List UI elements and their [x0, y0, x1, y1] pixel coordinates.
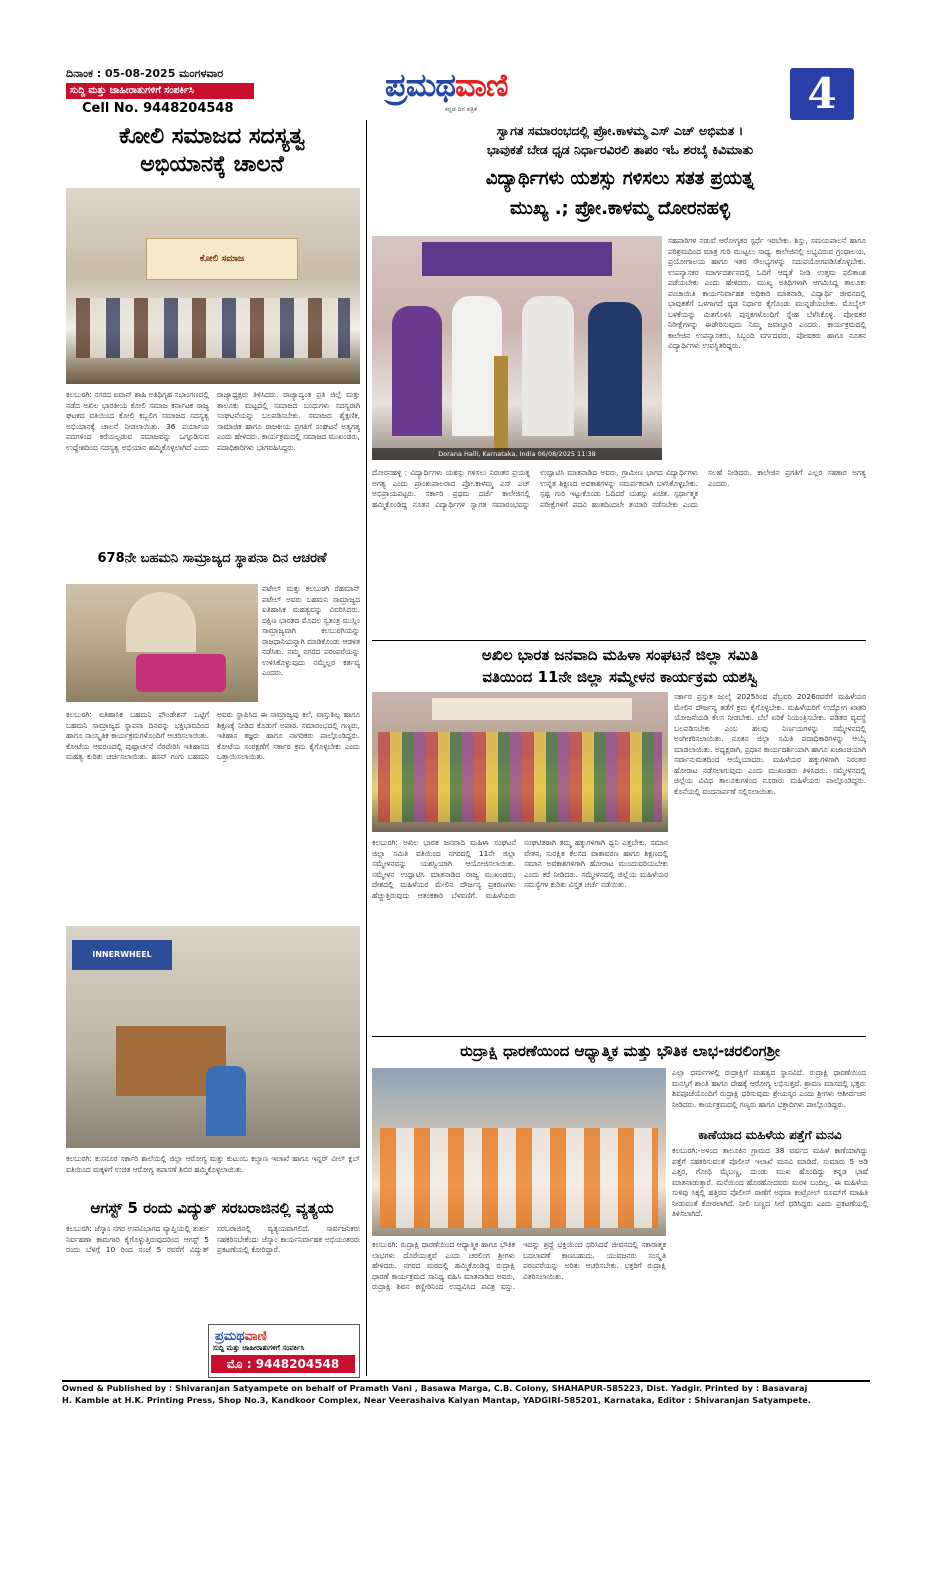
logo-title-blue: ಪ್ರಮಥ	[385, 66, 456, 104]
photo-lamp	[494, 356, 508, 452]
ad-logo: ಪ್ರಮಥವಾಣಿ	[215, 1329, 267, 1344]
photo-mahila-conference	[372, 692, 668, 832]
body-power-cut: ಕಲಬುರಗಿ: ಜೆಸ್ಕಾಂ ನಗರ ಉಪವಿಭಾಗದ ವ್ಯಾಪ್ತಿಯಲ್ಲಿ ತುರ್ತು ನಿರ್ವಹಣಾ ಕಾಮಗಾರಿ ಕೈಗೊಳ್ಳುತ್ತಿರುವುದರಿಂದ ಆಗಸ್ಟ್ 5 ರಂದು ಬೆಳಿಗ್ಗೆ 10 ರಿಂದ ಸಂಜೆ 5 ರವರೆಗೆ ವಿದ್ಯುತ್ ಸರಬರಾಜಿನಲ್ಲಿ ವ್ಯತ್ಯಯವಾಗಲಿದೆ. ಸಾರ್ವಜನಿಕರು ಸಹಕರಿಸಬೇಕೆಂದು ಜೆಸ್ಕಾಂ ಕಾರ್ಯನಿರ್ವಾಹಕ ಅಭಿಯಂತರರು ಪ್ರಕಟಣೆಯಲ್ಲಿ ಕೋರಿದ್ದಾರೆ.	[66, 1224, 360, 1254]
divider-mahila	[372, 1036, 866, 1037]
main-headline-2: ಮುಖ್ಯ .; ಪ್ರೋ.ಕಾಳಮ್ಮ ದೋರನಹಳ್ಳಿ	[510, 198, 730, 219]
main-kicker-1: ಸ್ವಾಗತ ಸಮಾರಂಭದಲ್ಲಿ ಪ್ರೋ.ಕಾಳಮ್ಮ ಎಸ್ ಎಚ್ ಅಭಿಮತ ।	[496, 123, 744, 138]
headline-power-cut: ಆಗಸ್ಟ್ 5 ರಂದು ವಿದ್ಯುತ್ ಸರಬರಾಜಿನಲ್ಲಿ ವ್ಯತ್ಯಯ	[90, 1199, 334, 1217]
headline-bahmani: 678ನೇ ಬಹಮನಿ ಸಾಮ್ರಾಜ್ಯದ ಸ್ಥಾಪನಾ ದಿನ ಆಚರಣೆ	[97, 551, 327, 566]
divider-main	[372, 640, 866, 641]
column-divider	[366, 120, 367, 1376]
main-kicker-2: ಭಾವುಕತೆ ಬೇಡ ಧೃಡ ನಿರ್ಧಾರವಿರಲಿ ತಾಪಂ ಇಓ ಶರಬೈ ಕಿವಿಮಾತು	[486, 142, 754, 157]
page-number: 4	[807, 69, 837, 118]
photo-lamp-lighting	[372, 236, 662, 460]
photo-caption: Dorana Halli, Karnataka, India 06/08/2025 11:38	[372, 448, 662, 460]
photo-banner-innerwheel: INNERWHEEL	[72, 940, 172, 970]
photo-koli-meeting	[66, 188, 360, 384]
body-main-right: ಸಹಪಾಠಿಗಳ ನಡುವೆ ಆರೋಗ್ಯಕರ ಸ್ಪರ್ಧೆ ಇರಬೇಕು. ಶಿಸ್ತು, ಸಮಯಪಾಲನೆ ಹಾಗೂ ಪರಿಶ್ರಮದಿಂದ ಮಾತ್ರ ಗುರಿ ಮುಟ್ಟಲು ಸಾಧ್ಯ. ಕಾಲೇಜಿನಲ್ಲಿ ಲಭ್ಯವಿರುವ ಗ್ರಂಥಾಲಯ, ಪ್ರಯೋಗಾಲಯ ಹಾಗೂ ಇತರ ಸೌಲಭ್ಯಗಳನ್ನು ಸದುಪಯೋಗಪಡಿಸಿಕೊಳ್ಳಬೇಕು. ಉಪನ್ಯಾಸಕರ ಮಾರ್ಗದರ್ಶನದಲ್ಲಿ ಓದಿಗೆ ಆದ್ಯತೆ ನೀಡಿ ಉತ್ತಮ ಫಲಿತಾಂಶ ಪಡೆಯಬೇಕು ಎಂದು ಹೇಳಿದರು. ಮುಖ್ಯ ಅತಿಥಿಗಳಾಗಿ ಆಗಮಿಸಿದ್ದ ತಾಲೂಕು ಪಂಚಾಯಿತಿ ಕಾರ್ಯನಿರ್ವಾಹಕ ಅಧಿಕಾರಿ ಮಾತನಾಡಿ, ವಿದ್ಯಾರ್ಥಿ ಜೀವನದಲ್ಲಿ ಭಾವುಕತೆಗೆ ಒಳಗಾಗದೆ ಧೃಡ ನಿರ್ಧಾರ ಕೈಗೊಂಡು ಮುನ್ನಡೆಯಬೇಕು. ಮೊಬೈಲ್ ಬಳಕೆಯನ್ನು ಮಿತಗೊಳಿಸಿ ಪುಸ್ತಕಗಳೊಂದಿಗೆ ಸ್ನೇಹ ಬೆಳೆಸಿಕೊಳ್ಳಿ. ಪೋಷಕರ ನಿರೀಕ್ಷೆಗಳನ್ನು ಈಡೇರಿಸುವುದು ನಿಮ್ಮ ಜವಾಬ್ದಾರಿ ಎಂದರು. ಕಾರ್ಯಕ್ರಮದಲ್ಲಿ ಕಾಲೇಜಿನ ಉಪನ್ಯಾಸಕರು, ಸಿಬ್ಬಂದಿ ವರ್ಗದವರು, ಪೋಷಕರು ಹಾಗೂ ನೂತನ ವಿದ್ಯಾರ್ಥಿಗಳು ಉಪಸ್ಥಿತರಿದ್ದರು.	[668, 236, 866, 350]
photo-banner-college	[422, 242, 612, 276]
headline-mahila-2: ವತಿಯಿಂದ 11ನೇ ಜಿಲ್ಲಾ ಸಮ್ಮೇಳನ ಕಾರ್ಯಕ್ರಮ ಯಶಸ್ವಿ	[482, 668, 758, 686]
masthead-logo	[385, 66, 585, 114]
body-rudraksha-bottom: ಕಲಬುರಗಿ: ರುದ್ರಾಕ್ಷಿ ಧಾರಣೆಯಿಂದ ಆಧ್ಯಾತ್ಮಿಕ ಹಾಗೂ ಭೌತಿಕ ಲಾಭಗಳು ದೊರೆಯುತ್ತವೆ ಎಂದು ಚರಲಿಂಗ ಶ್ರೀಗಳು ಹೇಳಿದರು. ನಗರದ ಮಠದಲ್ಲಿ ಹಮ್ಮಿಕೊಂಡಿದ್ದ ರುದ್ರಾಕ್ಷಿ ಧಾರಣೆ ಕಾರ್ಯಕ್ರಮದ ಸಾನಿಧ್ಯ ವಹಿಸಿ ಮಾತನಾಡಿದ ಅವರು, ರುದ್ರಾಕ್ಷಿ ಶಿವನ ಕಣ್ಣೀರಿನಿಂದ ಉದ್ಭವಿಸಿದ ಪವಿತ್ರ ವಸ್ತು. ಇದನ್ನು ಶ್ರದ್ಧೆ ಭಕ್ತಿಯಿಂದ ಧರಿಸಿದರೆ ಜೀವನದಲ್ಲಿ ಸಕಾರಾತ್ಮಕ ಬದಲಾವಣೆ ಕಾಣಬಹುದು. ಯುವಜನರು ಸಂಸ್ಕೃತಿ ಪರಂಪರೆಯನ್ನು ಅರಿತು ಆಚರಿಸಬೇಕು. ಭಕ್ತರಿಗೆ ರುದ್ರಾಕ್ಷಿ ವಿತರಿಸಲಾಯಿತು.	[372, 1240, 666, 1291]
page-number-box	[790, 68, 854, 120]
photo-people	[76, 298, 350, 358]
footer	[62, 1380, 870, 1412]
photo-bahmani-fort	[66, 584, 258, 702]
footer-line-2: H. Kamble at H.K. Printing Press, Shop No.3, Kandkoor Complex, Near Veerashaiva Kalyan Mantap, YADGIRI-585201, Karnataka, Editor : Shivaranjan Satyampete.	[62, 1395, 811, 1405]
headline-rudraksha: ರುದ್ರಾಕ್ಷಿ ಧಾರಣೆಯಿಂದ ಆಧ್ಯಾತ್ಮಿಕ ಮತ್ತು ಭೌತಿಕ ಲಾಭ-ಚರಲಿಂಗಶ್ರೀ	[460, 1042, 780, 1060]
photo-person-1	[392, 306, 442, 436]
caption-health-camp: ಕಲಬುರಗಿ: ಕುಸನೂರ ಸರ್ಕಾರಿ ಶಾಲೆಯಲ್ಲಿ ಜಿಲ್ಲಾ ಆರೋಗ್ಯ ಮತ್ತು ಕುಟುಂಬ ಕಲ್ಯಾಣ ಇಲಾಖೆ ಹಾಗೂ ಇನ್ನರ್ ವೀಲ್ ಕ್ಲಬ್ ವತಿಯಿಂದ ಮಕ್ಕಳಿಗೆ ಉಚಿತ ಆರೋಗ್ಯ ತಪಾಸಣೆ ಶಿಬಿರ ಹಮ್ಮಿಕೊಳ್ಳಲಾಯಿತು.	[66, 1154, 360, 1174]
logo-title-red: ವಾಣಿ	[455, 66, 508, 104]
photo-health-camp	[66, 926, 360, 1148]
story-mahila	[370, 642, 870, 1042]
body-main-bottom: ದೋರನಹಳ್ಳಿ : ವಿದ್ಯಾರ್ಥಿಗಳು ಯಶಸ್ಸು ಗಳಿಸಲು ನಿರಂತರ ಪ್ರಯತ್ನ ಅಗತ್ಯ ಎಂದು ಪ್ರಾಂಶುಪಾಲರಾದ ಪ್ರೋ.ಕಾಳಮ್ಮ ಎಸ್ ಎಚ್ ಅಭಿಪ್ರಾಯಪಟ್ಟರು. ಸರ್ಕಾರಿ ಪ್ರಥಮ ದರ್ಜೆ ಕಾಲೇಜಿನಲ್ಲಿ ಹಮ್ಮಿಕೊಂಡಿದ್ದ ನೂತನ ವಿದ್ಯಾರ್ಥಿಗಳ ಸ್ವಾಗತ ಸಮಾರಂಭವನ್ನು ಉದ್ಘಾಟಿಸಿ ಮಾತನಾಡಿದ ಅವರು, ಗ್ರಾಮೀಣ ಭಾಗದ ವಿದ್ಯಾರ್ಥಿಗಳು ಉನ್ನತ ಶಿಕ್ಷಣದ ಅವಕಾಶಗಳನ್ನು ಸಮರ್ಪಕವಾಗಿ ಬಳಸಿಕೊಳ್ಳಬೇಕು. ಸ್ಪಷ್ಟ ಗುರಿ ಇಟ್ಟುಕೊಂಡು ಓದಿದರೆ ಯಶಸ್ಸು ಖಚಿತ. ಸ್ಪರ್ಧಾತ್ಮಕ ಪರೀಕ್ಷೆಗಳಿಗೆ ಪದವಿ ಹಂತದಿಂದಲೇ ತಯಾರಿ ನಡೆಸಬೇಕು ಎಂದು ಸಲಹೆ ನೀಡಿದರು. ಕಾಲೇಜಿನ ಪ್ರಗತಿಗೆ ಎಲ್ಲರ ಸಹಕಾರ ಅಗತ್ಯ ಎಂದರು.	[372, 468, 866, 509]
body-rudraksha-right: ಎಲ್ಲಾ ಧರ್ಮಗಳಲ್ಲಿ ರುದ್ರಾಕ್ಷಿಗೆ ಮಹತ್ವದ ಸ್ಥಾನವಿದೆ. ರುದ್ರಾಕ್ಷಿ ಧಾರಣೆಯಿಂದ ಮನಸ್ಸಿಗೆ ಶಾಂತಿ ಹಾಗೂ ದೇಹಕ್ಕೆ ಆರೋಗ್ಯ ಲಭಿಸುತ್ತದೆ. ಶ್ರಾವಣ ಮಾಸದಲ್ಲಿ ಭಕ್ತರು ಶಿವಪೂಜೆಯೊಂದಿಗೆ ರುದ್ರಾಕ್ಷಿ ಧರಿಸುವುದು ಶ್ರೇಯಸ್ಕರ ಎಂದು ಶ್ರೀಗಳು ಆಶೀರ್ವಚನ ನೀಡಿದರು. ಕಾರ್ಯಕ್ರಮದಲ್ಲಿ ಗಣ್ಯರು ಹಾಗೂ ಭಕ್ತಾದಿಗಳು ಪಾಲ್ಗೊಂಡಿದ್ದರು.	[672, 1068, 866, 1109]
photo-person-4	[588, 302, 642, 436]
body-bahmani-right: ಪಟೇಲ್ ಮತ್ತು ಕಲಬುರಗಿ ರೆಹಮಾನ್ ಪಟೇಲ್ ಅವರು ಬಹಮನಿ ಸಾಮ್ರಾಜ್ಯದ ಐತಿಹಾಸಿಕ ಮಹತ್ವವನ್ನು ವಿವರಿಸಿದರು. ದಕ್ಷಿಣ ಭಾರತದ ಮೊದಲ ಸ್ವತಂತ್ರ ಮುಸ್ಲಿಂ ಸಾಮ್ರಾಜ್ಯವಾಗಿ ಕಲಬುರಗಿಯನ್ನು ರಾಜಧಾನಿಯನ್ನಾಗಿ ಮಾಡಿಕೊಂಡು ಆಡಳಿತ ನಡೆಸಿತು. ನಮ್ಮ ನಗರದ ಪರಂಪರೆಯನ್ನು ಉಳಿಸಿಕೊಳ್ಳುವುದು ನಮ್ಮೆಲ್ಲರ ಕರ್ತವ್ಯ ಎಂದರು.	[262, 584, 360, 677]
photo-rudraksha	[372, 1068, 666, 1236]
story-innerwheel	[62, 924, 362, 1194]
headline-mahila-1: ಅಖಿಲ ಭಾರತ ಜನವಾದಿ ಮಹಿಳಾ ಸಂಘಟನೆ ಜಿಲ್ಲಾ ಸಮಿತಿ	[481, 646, 759, 664]
cell-number: Cell No. 9448204548	[82, 101, 234, 116]
photo-banner: ಕೋಲಿ ಸಮಾಜ	[146, 238, 298, 280]
headline-missing: ಕಾಣೆಯಾದ ಮಹಿಳೆಯ ಪತ್ತೆಗೆ ಮನವಿ	[698, 1128, 842, 1142]
photo-child	[206, 1066, 246, 1136]
body-koli: ಕಲಬುರಗಿ: ನಗರದ ಐವಾನ್ ಶಾಹಿ ಅತಿಥಿಗೃಹ ಸಭಾಂಗಣದಲ್ಲಿ ನಡೆದ ಅಖಿಲ ಭಾರತೀಯ ಕೋಲಿ ಸಮಾಜ ಕರ್ನಾಟಕ ರಾಜ್ಯ ಘಟಕದ ವತಿಯಿಂದ ಕೋಲಿ ಕಬ್ಬಲಿಗ ಸಮಾಜದ ಸದಸ್ಯತ್ವ ಅಭಿಯಾನಕ್ಕೆ ಚಾಲನೆ ನೀಡಲಾಯಿತು. 36 ಪರ್ಯಾಯ ಪದಗಳಿಂದ ಕರೆಯಲ್ಪಡುವ ಸಮಾಜವನ್ನು ಒಗ್ಗೂಡಿಸುವ ಉದ್ದೇಶದಿಂದ ಸದಸ್ಯತ್ವ ಅಭಿಯಾನ ಹಮ್ಮಿಕೊಳ್ಳಲಾಗಿದೆ ಎಂದು ರಾಜ್ಯಾಧ್ಯಕ್ಷರು ತಿಳಿಸಿದರು. ರಾಜ್ಯಾದ್ಯಂತ ಪ್ರತಿ ಜಿಲ್ಲೆ ಮತ್ತು ತಾಲೂಕು ಮಟ್ಟದಲ್ಲಿ ಸಮಾಜದ ಬಂಧುಗಳು ಸದಸ್ಯರಾಗಿ ಸಂಘಟನೆಯನ್ನು ಬಲಪಡಿಸಬೇಕು. ಸಮಾಜದ ಶೈಕ್ಷಣಿಕ, ಸಾಮಾಜಿಕ ಹಾಗೂ ರಾಜಕೀಯ ಪ್ರಗತಿಗೆ ಸಂಘಟನೆ ಅತ್ಯಗತ್ಯ ಎಂದು ಹೇಳಿದರು. ಕಾರ್ಯಕ್ರಮದಲ್ಲಿ ಸಮಾಜದ ಮುಖಂಡರು, ಪದಾಧಿಕಾರಿಗಳು ಭಾಗವಹಿಸಿದ್ದರು.	[66, 390, 360, 452]
headline-koli-1: ಕೋಲಿ ಸಮಾಜದ ಸದಸ್ಯತ್ವ	[118, 124, 306, 149]
news-contact-strip: ಸುದ್ದಿ ಮತ್ತು ಜಾಹೀರಾತುಗಳಿಗೆ ಸಂಪರ್ಕಿಸಿ	[66, 83, 254, 99]
body-bahmani: ಕಲಬುರಗಿ: ಐತಿಹಾಸಿಕ ಬಹಮನಿ ಫೌಂಡೇಶನ್ ಒಟ್ಟಿಗೆ ಬಹಮನಿ ಸಾಮ್ರಾಜ್ಯದ ಸ್ಥಾಪನಾ ದಿನವನ್ನು ಭಕ್ತಿಭಾವದಿಂದ ಹಾಗೂ ಸಾಂಸ್ಕೃತಿಕ ಕಾರ್ಯಕ್ರಮಗಳೊಂದಿಗೆ ಆಚರಿಸಲಾಯಿತು. ಕೋಟೆಯ ಆವರಣದಲ್ಲಿ ಪುಷ್ಪಾರ್ಚನೆ ನೆರವೇರಿಸಿ ಇತಿಹಾಸದ ಮಹತ್ವ ಕುರಿತು ಚರ್ಚಿಸಲಾಯಿತು. ಹಸನ್ ಗಂಗು ಬಹಮನಿ ಅವರು ಸ್ಥಾಪಿಸಿದ ಈ ಸಾಮ್ರಾಜ್ಯವು ಕಲೆ, ವಾಸ್ತುಶಿಲ್ಪ ಹಾಗೂ ಶಿಕ್ಷಣಕ್ಕೆ ನೀಡಿದ ಕೊಡುಗೆ ಅಪಾರ. ಸಮಾರಂಭದಲ್ಲಿ ಗಣ್ಯರು, ಇತಿಹಾಸ ತಜ್ಞರು ಹಾಗೂ ನಾಗರಿಕರು ಪಾಲ್ಗೊಂಡಿದ್ದರು. ಕೋಟೆಯ ಸಂರಕ್ಷಣೆಗೆ ಸರ್ಕಾರ ಕ್ರಮ ಕೈಗೊಳ್ಳಬೇಕು ಎಂದು ಒತ್ತಾಯಿಸಲಾಯಿತು.	[66, 710, 360, 761]
body-missing: ಕಲಬುರಗಿ:-ಅಳಂದ ತಾಲೂಕಿನ ಗ್ರಾಮದ 38 ವರ್ಷದ ಮಹಿಳೆ ಕಾಣೆಯಾಗಿದ್ದು ಪತ್ತೆಗೆ ಸಹಕರಿಸುವಂತೆ ಪೊಲೀಸ್ ಇಲಾಖೆ ಮನವಿ ಮಾಡಿದೆ. ಸುಮಾರು 5 ಅಡಿ ಎತ್ತರ, ಗೋಧಿ ಮೈಬಣ್ಣ, ದುಂಡು ಮುಖ ಹೊಂದಿದ್ದು ಕನ್ನಡ ಭಾಷೆ ಮಾತನಾಡುತ್ತಾರೆ. ಮನೆಯಿಂದ ಹೊರಹೋದವರು ಮರಳಿ ಬಂದಿಲ್ಲ. ಈ ಮಹಿಳೆಯ ಸುಳಿವು ಸಿಕ್ಕಲ್ಲಿ ಹತ್ತಿರದ ಪೊಲೀಸ್ ಠಾಣೆಗೆ ಅಥವಾ ಕಂಟ್ರೋಲ್ ರೂಮ್‌ಗೆ ಮಾಹಿತಿ ನೀಡುವಂತೆ ಕೋರಲಾಗಿದೆ. ನೀಲಿ ಬಣ್ಣದ ಸೀರೆ ಧರಿಸಿದ್ದರು ಎಂದು ಪ್ರಕಟಣೆಯಲ್ಲಿ ತಿಳಿಸಲಾಗಿದೆ.	[672, 1146, 868, 1218]
photo-person-3	[522, 296, 574, 436]
date-label: ದಿನಾಂಕ : 05-08-2025 ಮಂಗಳವಾರ	[66, 67, 224, 80]
footer-line-1: Owned & Published by : Shivaranjan Satyampete on behalf of Pramath Vani , Basawa Marga, C.B. Colony, SHAHAPUR-585223, Dist. Yadgir. Printed by : Basavaraj	[62, 1383, 808, 1393]
photo-arch	[126, 592, 196, 652]
ad-subtitle: ಸುದ್ದಿ ಮತ್ತು ಜಾಹೀರಾತುಗಳಿಗೆ ಸಂಪರ್ಕಿಸಿ	[213, 1344, 305, 1352]
photo-crowd	[378, 732, 662, 822]
ad-phone: ಮೊ : 9448204548	[211, 1355, 355, 1373]
story-main	[370, 120, 870, 640]
story-koli	[62, 122, 362, 542]
story-bahmani	[62, 548, 362, 920]
photo-banner-mahila	[432, 698, 632, 720]
masthead	[0, 0, 945, 125]
photo-saffron-row	[380, 1128, 658, 1228]
body-mahila-bottom: ಕಲಬುರಗಿ: ಅಖಿಲ ಭಾರತ ಜನವಾದಿ ಮಹಿಳಾ ಸಂಘಟನೆ ಜಿಲ್ಲಾ ಸಮಿತಿ ವತಿಯಿಂದ ನಗರದಲ್ಲಿ 11ನೇ ಜಿಲ್ಲಾ ಸಮ್ಮೇಳನವನ್ನು ಯಶಸ್ವಿಯಾಗಿ ಆಯೋಜಿಸಲಾಯಿತು. ಸಮ್ಮೇಳನ ಉದ್ಘಾಟಿಸಿ ಮಾತನಾಡಿದ ರಾಜ್ಯ ಮುಖಂಡರು, ದೇಶದಲ್ಲಿ ಮಹಿಳೆಯರ ಮೇಲಿನ ದೌರ್ಜನ್ಯ ಪ್ರಕರಣಗಳು ಹೆಚ್ಚುತ್ತಿರುವುದು ಆತಂಕಕಾರಿ ಬೆಳವಣಿಗೆ. ಮಹಿಳೆಯರು ಸಂಘಟಿತರಾಗಿ ತಮ್ಮ ಹಕ್ಕುಗಳಿಗಾಗಿ ಧ್ವನಿ ಎತ್ತಬೇಕು. ಸಮಾನ ವೇತನ, ಸುರಕ್ಷಿತ ಕೆಲಸದ ವಾತಾವರಣ ಹಾಗೂ ಶಿಕ್ಷಣದಲ್ಲಿ ಸಮಾನ ಅವಕಾಶಗಳಿಗಾಗಿ ಹೋರಾಟ ಮುಂದುವರಿಯಬೇಕು ಎಂದು ಕರೆ ನೀಡಿದರು. ಸಮ್ಮೇಳನದಲ್ಲಿ ಜಿಲ್ಲೆಯ ಮಹಿಳೆಯರ ಸಮಸ್ಯೆಗಳ ಕುರಿತು ವಿಸ್ತೃತ ಚರ್ಚೆ ನಡೆಯಿತು.	[372, 838, 668, 900]
photo-tomb-cloth	[136, 654, 226, 692]
logo-tagline: ಕನ್ನಡ ದಿನ ಪತ್ರಿಕೆ	[445, 106, 477, 113]
body-mahila-right: ಸರ್ಕಾರ ಪ್ರಸ್ತುತ ಜುಲೈ 2025ರಿಂದ ಫೆಬ್ರವರಿ 2026ರವರೆಗೆ ಮಹಿಳೆಯರ ಮೇಲಿನ ದೌರ್ಜನ್ಯ ತಡೆಗೆ ಕ್ರಮ ಕೈಗೊಳ್ಳಬೇಕು. ಮಹಿಳೆಯರಿಗೆ ಉದ್ಯೋಗ ಖಾತರಿ ಯೋಜನೆಯಡಿ ಕೆಲಸ ನೀಡಬೇಕು. ಬೆಲೆ ಏರಿಕೆ ನಿಯಂತ್ರಿಸಬೇಕು. ಪಡಿತರ ವ್ಯವಸ್ಥೆ ಬಲಪಡಿಸಬೇಕು ಎಂಬ ಹಲವು ನಿರ್ಣಯಗಳನ್ನು ಸಮ್ಮೇಳನದಲ್ಲಿ ಅಂಗೀಕರಿಸಲಾಯಿತು. ನೂತನ ಜಿಲ್ಲಾ ಸಮಿತಿ ಪದಾಧಿಕಾರಿಗಳನ್ನು ಆಯ್ಕೆ ಮಾಡಲಾಯಿತು. ಅಧ್ಯಕ್ಷರಾಗಿ, ಪ್ರಧಾನ ಕಾರ್ಯದರ್ಶಿಯಾಗಿ ಹಾಗೂ ಖಜಾಂಚಿಯಾಗಿ ಸರ್ವಾನುಮತದಿಂದ ಆಯ್ಕೆಯಾದರು. ಮಹಿಳೆಯರ ಹಕ್ಕುಗಳಿಗಾಗಿ ನಿರಂತರ ಹೋರಾಟ ನಡೆಸಲಾಗುವುದು ಎಂದು ಮುಖಂಡರು ತಿಳಿಸಿದರು. ಸಮ್ಮೇಳನದಲ್ಲಿ ಜಿಲ್ಲೆಯ ವಿವಿಧ ತಾಲೂಕುಗಳಿಂದ ನೂರಾರು ಮಹಿಳೆಯರು ಪಾಲ್ಗೊಂಡಿದ್ದರು. ಕೊನೆಯಲ್ಲಿ ವಂದನಾರ್ಪಣೆ ಸಲ್ಲಿಸಲಾಯಿತು.	[674, 692, 866, 796]
main-headline-1: ವಿದ್ಯಾರ್ಥಿಗಳು ಯಶಸ್ಸು ಗಳಿಸಲು ಸತತ ಪ್ರಯತ್ನ	[485, 168, 755, 189]
ad-box	[208, 1324, 360, 1378]
headline-koli-2: ಅಭಿಯಾನಕ್ಕೆ ಚಾಲನೆ	[140, 152, 284, 177]
